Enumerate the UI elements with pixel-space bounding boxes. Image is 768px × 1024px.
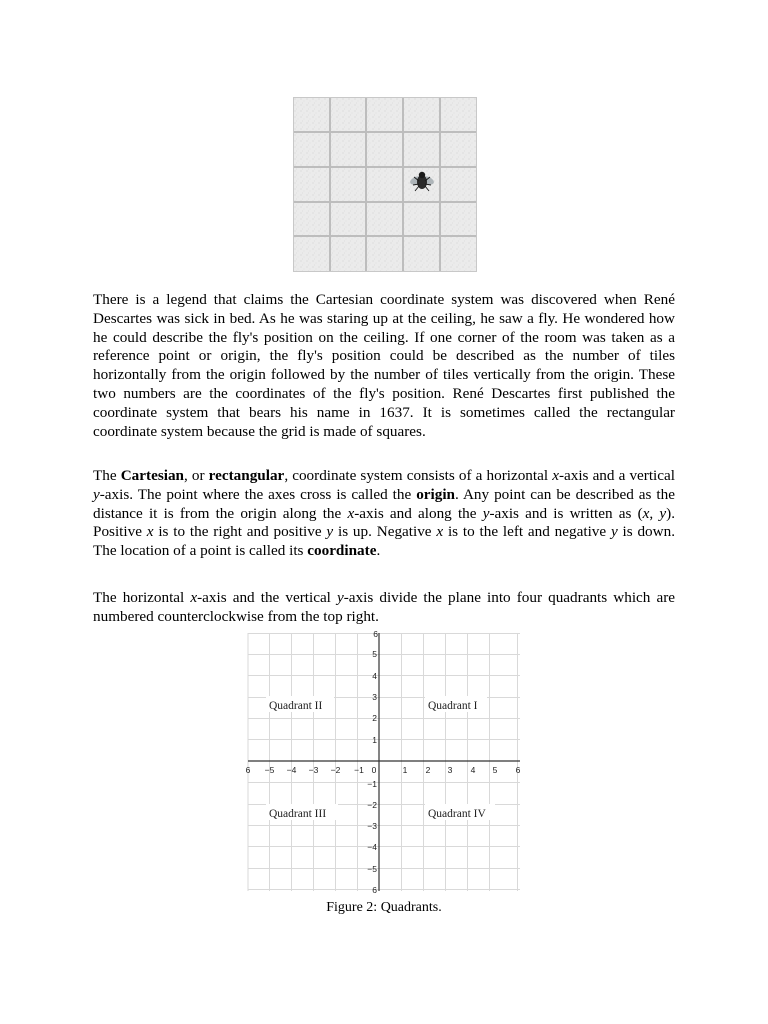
paragraph-quadrants-text: The horizontal x-axis and the vertical y-axis divide the plane into four quadrants which are numbered counterclockwise from the top right. — [93, 589, 675, 625]
x-tick-label: −3 — [308, 765, 319, 775]
x-tick-label: 1 — [402, 765, 408, 775]
y-tick-label: −1 — [367, 779, 377, 789]
y-tick-label: 6 — [373, 629, 378, 639]
term-cartesian: Cartesian — [120, 467, 184, 484]
paragraph-legend — [93, 291, 675, 441]
quadrant-i-label: Quadrant I — [428, 700, 478, 712]
x-tick-labels — [246, 765, 521, 775]
y-tick-label: −2 — [367, 800, 377, 810]
paragraph-quadrants — [93, 589, 675, 627]
quadrant-ii-label: Quadrant II — [269, 700, 323, 712]
paragraph-legend-text: There is a legend that claims the Cartesian coordinate system was discovered when René Descartes was sick in bed. As he was staring up at the ceiling, he saw a fly. He wondered how he could describe the fly's position on the ceiling. If one corner of the room was taken as a reference point or origin, the fly's position could be described as the number of tiles horizontally from the origin followed by the number of tiles vertically from the origin. These two numbers are the coordinates of the fly's position. René Descartes first published the coordinate system that bears his name in 1637. It is sometimes called the rectangular coordinate system because the grid is made of squares. — [93, 291, 675, 440]
term-origin: origin — [416, 485, 456, 503]
y-tick-label: −3 — [367, 821, 377, 831]
x-tick-label: 6 — [515, 765, 521, 775]
paragraph-cartesian-text: The Cartesian, or rectangular, coordinate system consists of a horizontal x-axis and a vertical y-axis. The point where the axes cross is called the origin. Any point can be described as the distance it is from the origin along the x-axis and along the y-axis and is written as (x, y). Positive x is to the right and positive y is up. Negative x is to the left and negative y is down. The location of a point is called its coordinate. — [93, 467, 676, 560]
y-tick-labels — [367, 629, 378, 895]
y-tick-label: 4 — [372, 671, 377, 681]
y-tick-label: 2 — [372, 713, 377, 723]
figure-caption: Figure 2: Quadrants. — [326, 900, 442, 915]
y-tick-label: 3 — [372, 692, 377, 702]
x-tick-label: 0 — [371, 765, 377, 775]
quadrant-iii-label: Quadrant III — [269, 808, 327, 820]
axes — [245, 633, 520, 891]
x-tick-label: −4 — [286, 765, 297, 775]
y-tick-label: 5 — [372, 649, 377, 659]
x-tick-label: 5 — [492, 765, 498, 775]
term-rectangular: rectangular — [208, 467, 285, 484]
quadrant-iv-label: Quadrant IV — [428, 808, 486, 820]
ceiling-tiles-figure — [293, 97, 477, 272]
paragraph-cartesian-definition — [93, 467, 675, 561]
x-tick-label: −2 — [330, 765, 341, 775]
term-coordinate: coordinate — [307, 542, 377, 560]
x-tick-label: 6 — [245, 765, 251, 775]
x-tick-label: 3 — [447, 765, 453, 775]
y-tick-label: −4 — [367, 842, 377, 852]
x-tick-label: −5 — [264, 765, 275, 775]
y-tick-label: 6 — [372, 885, 377, 895]
grid-lines — [245, 633, 520, 891]
quadrants-figure — [245, 629, 521, 895]
ceiling-tiles-grid — [294, 98, 476, 271]
x-tick-label: −1 — [354, 765, 364, 775]
y-tick-label: 1 — [372, 735, 377, 745]
quadrants-grid — [245, 629, 521, 895]
y-tick-label: −5 — [367, 864, 377, 874]
x-tick-label: 2 — [425, 765, 431, 775]
x-tick-label: 4 — [470, 765, 476, 775]
